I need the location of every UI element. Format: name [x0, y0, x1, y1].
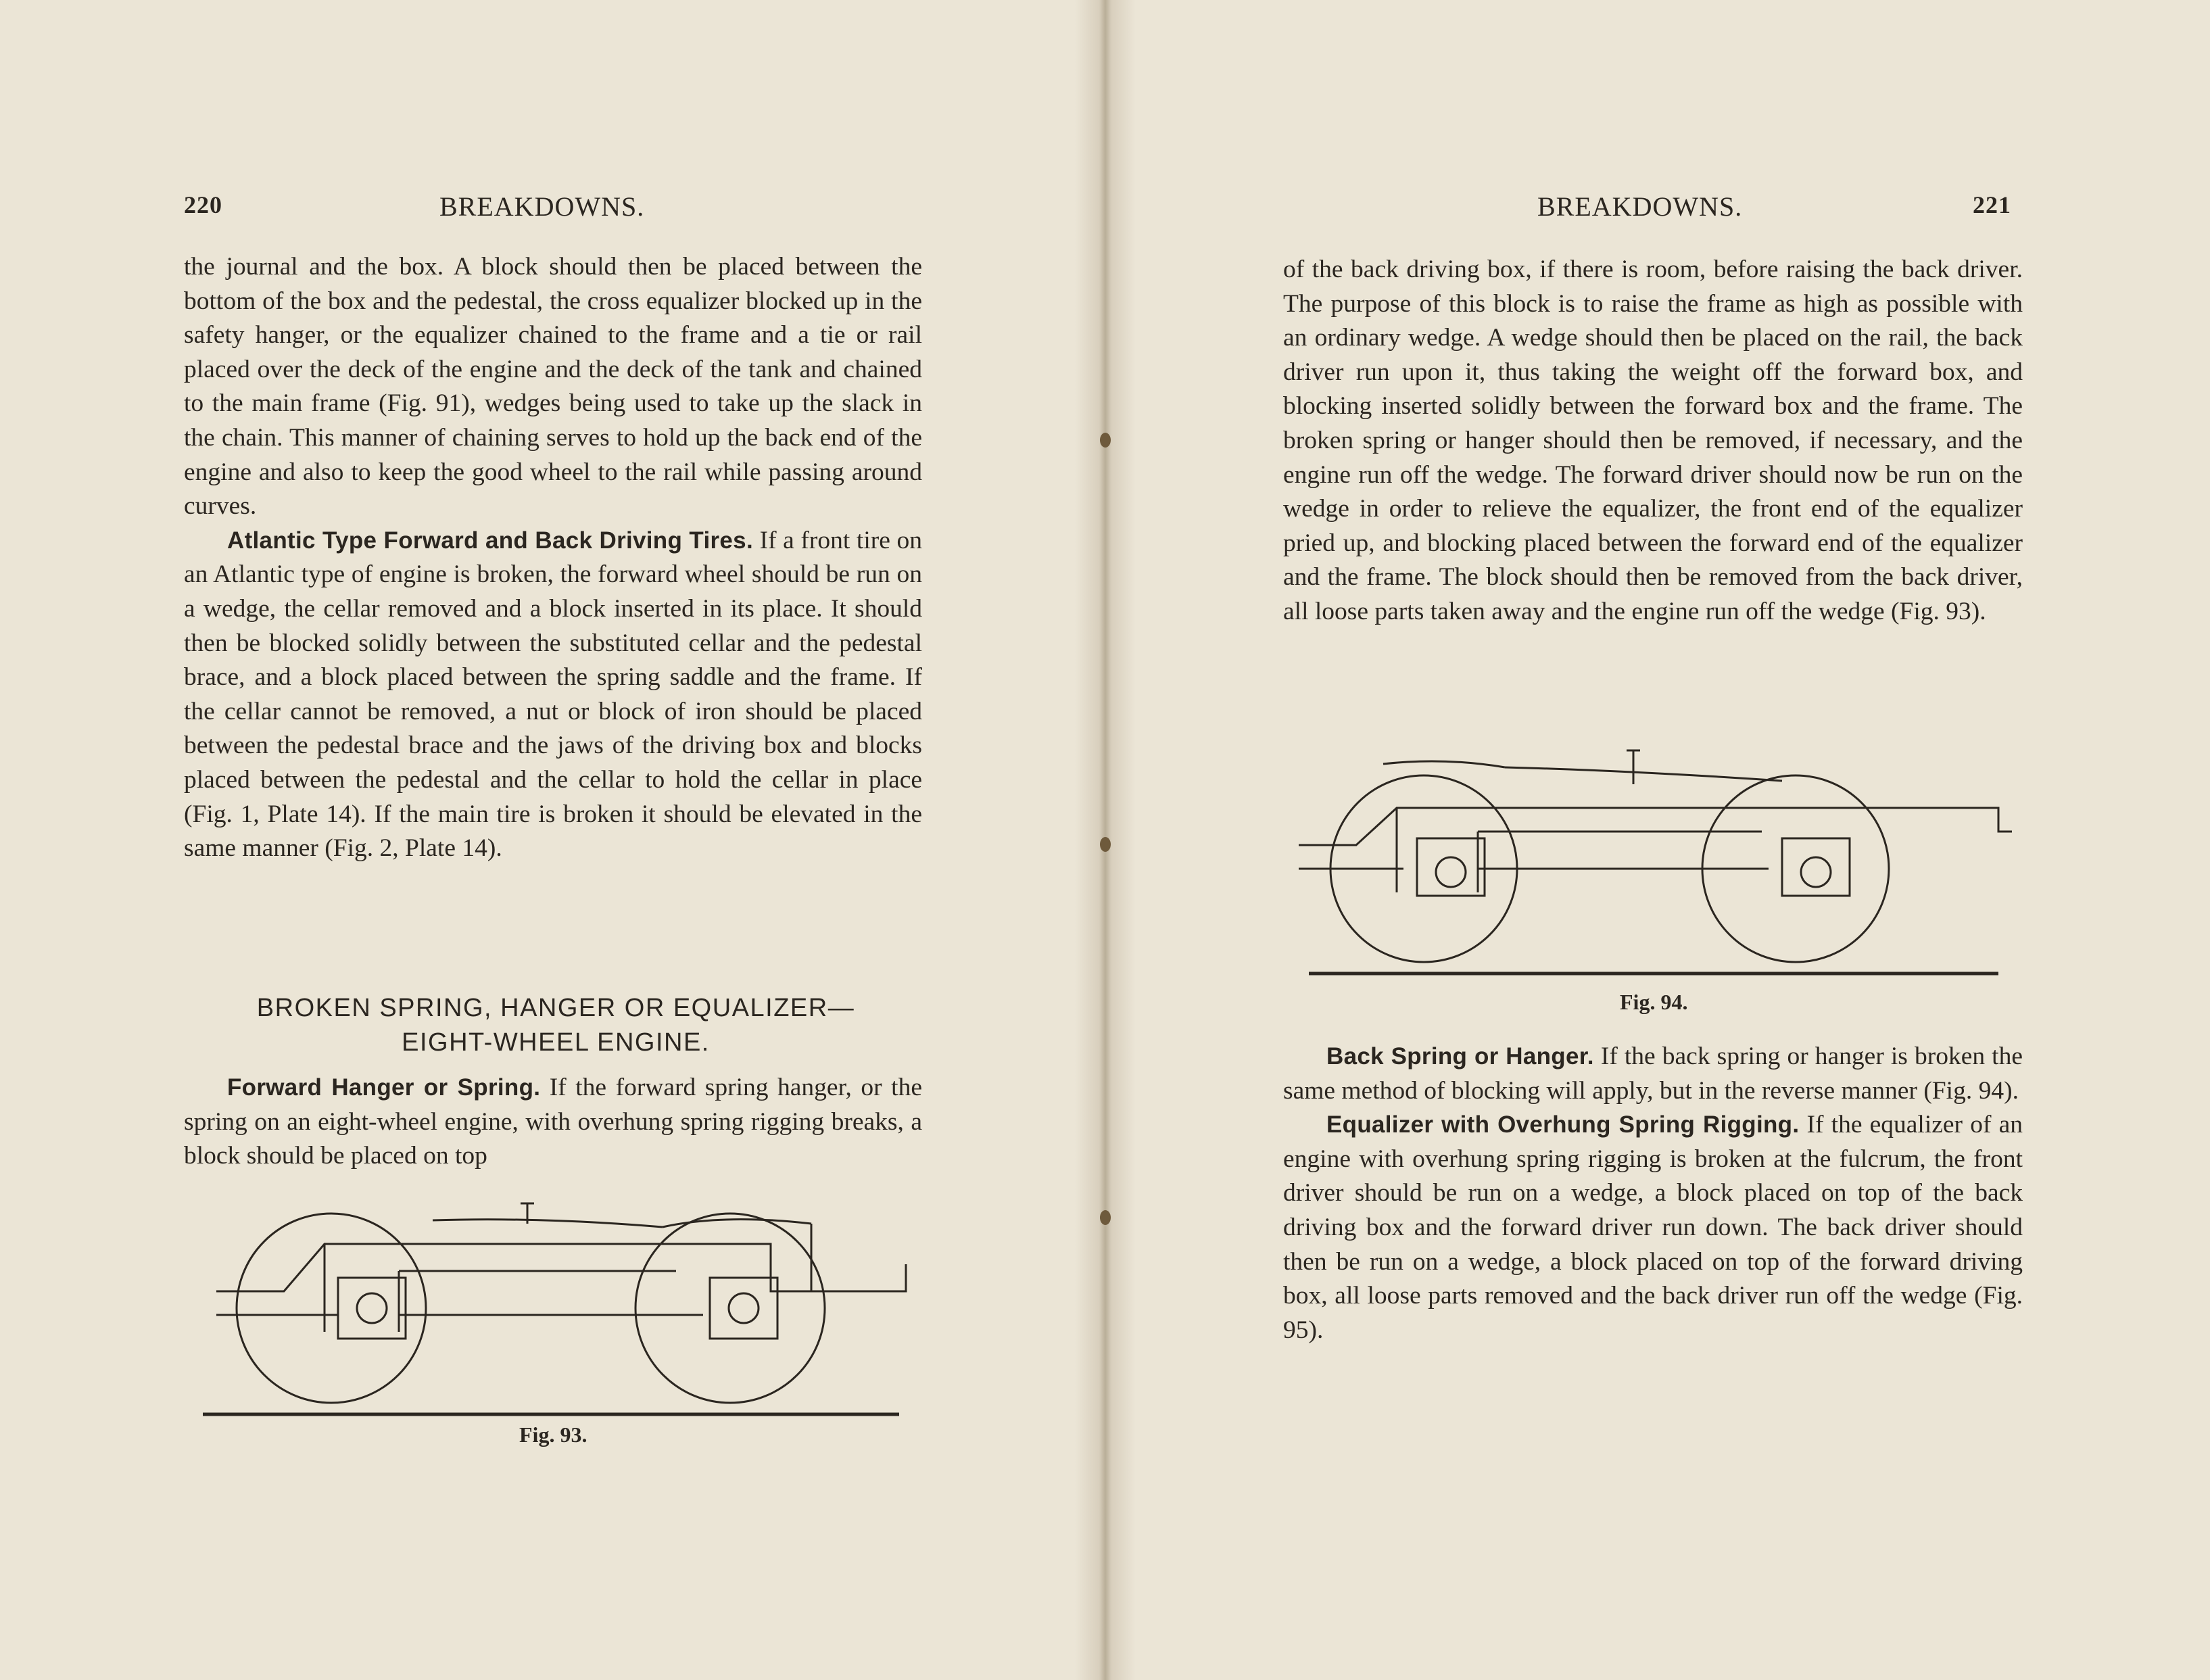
running-head: BREAKDOWNS.	[439, 191, 645, 222]
right-page	[1106, 0, 2210, 1680]
locomotive-running-gear-drawing	[1295, 744, 2019, 987]
paragraph	[184, 1071, 922, 1174]
binding-stitch	[1100, 837, 1111, 852]
binding-stitch	[1100, 433, 1111, 448]
running-head: BREAKDOWNS.	[1537, 191, 1743, 222]
left-page	[0, 0, 1102, 1680]
paragraph: of the back driving box, if there is room, before raising the back driver. The purpose of this block is to raise the frame as high as possible with an ordinary wedge. A wedge should then be placed on the rail, the back driver run upon it, thus taking the weight off the forward box, and blocking inserted solidly between the forward box and the frame. The broken spring or hanger should then be removed, if necessary, and the engine run off the wedge. The forward driver should now be run on the wedge in order to relieve the equalizer, the front end of the equalizer pried up, and blocking placed between the forward end of the equalizer and the frame. The block should then be removed from the back driver, all loose parts taken away and the engine run off the wedge (Fig. 93).	[1283, 256, 2023, 625]
paragraph: the journal and the box. A block should then be placed between the bottom of the box and the pedestal, the cross equalizer blocked up in the safety hanger, or the equalizer chained to the frame and a tie or rail placed over the deck of the engine and the deck of the tank and chained to the main frame (Fig. 91), wedges being used to take up the slack in the chain. This manner of chaining serves to hold up the back end of the engine and also to keep the good wheel to the rail while passing around curves.	[184, 253, 922, 521]
paragraph	[184, 524, 922, 866]
page-number: 220	[184, 191, 222, 218]
section-heading	[184, 991, 928, 1060]
paragraph-body: If the equalizer of an engine with overhung spring rigging is broken at the fulcrum, the front driver should be run on a wedge, a block placed on top of the back driving box and the forward driver run down. The back driver should then be run on a wedge, a block placed on top of the forward driving box, all loose parts removed and the back driver run off the wedge (Fig. 95).	[1283, 1111, 2023, 1344]
section-heading-line: BROKEN SPRING, HANGER OR EQUALIZER—	[256, 994, 855, 1022]
paragraph-body: If the forward spring hanger, or the spring on an eight-wheel engine, with overhung spring rigging breaks, a block should be placed on top	[184, 1074, 922, 1170]
figure-caption: Fig. 93.	[519, 1422, 587, 1447]
binding-stitch	[1100, 1210, 1111, 1225]
figure-caption: Fig. 94.	[1620, 990, 1688, 1014]
body-text	[184, 1071, 922, 1174]
body-text	[184, 250, 922, 866]
side-heading: Back Spring or Hanger.	[1326, 1043, 1594, 1070]
section-heading-line: EIGHT-WHEEL ENGINE.	[402, 1028, 710, 1057]
side-heading: Atlantic Type Forward and Back Driving Tires.	[227, 527, 753, 554]
paragraph-body: If a front tire on an Atlantic type of engine is broken, the forward wheel should be run on a wedge, the cellar removed and a block inserted in its place. It should then be blocked solidly between the substituted cellar and the pedestal brace, and a block placed between the spring saddle and the frame. If the cellar cannot be removed, a nut or block of iron should be placed between the pedestal brace and the jaws of the driving box and blocks placed between the pedestal and the cellar to hold the cellar in place (Fig. 1, Plate 14). If the main tire is broken it should be elevated in the same manner (Fig. 2, Plate 14).	[184, 526, 922, 863]
page-number: 221	[1973, 191, 2011, 218]
side-heading: Equalizer with Overhung Spring Rigging.	[1326, 1111, 1800, 1138]
locomotive-running-gear-drawing	[203, 1176, 919, 1426]
paragraph	[1283, 1108, 2023, 1347]
body-text	[1283, 1040, 2023, 1347]
paragraph-body: If the back spring or hanger is broken the same method of blocking will apply, but in the reverse manner (Fig. 94).	[1283, 1042, 2023, 1105]
body-text	[1283, 253, 2023, 629]
paragraph	[1283, 1040, 2023, 1108]
side-heading: Forward Hanger or Spring.	[227, 1074, 541, 1101]
